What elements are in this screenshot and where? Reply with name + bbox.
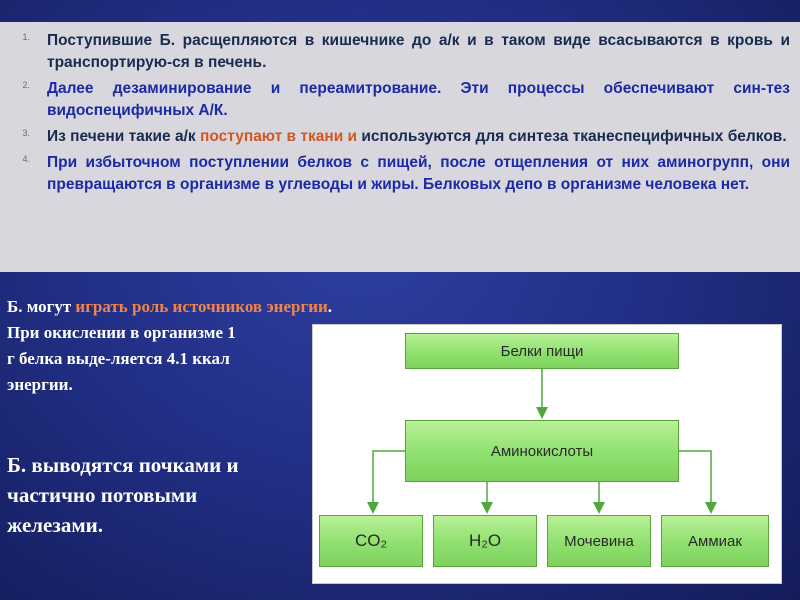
item-number: 3. [22,128,30,138]
energy-heading [7,295,332,319]
list-item [0,78,800,122]
node-amino-acids: Аминокислоты [405,420,679,482]
item-text-before: Из печени такие а/к [47,128,200,145]
node-co2: CO₂ [319,515,423,567]
item-number: 1. [22,32,30,42]
excretion-text: Б. выводятся почками и частично потовыми железами. [7,453,239,537]
metabolism-diagram [312,324,782,584]
energy-text: При окислении в организме 1 г белка выде-ляется 4.1 ккал энергии. [7,323,236,394]
item-text: Поступившие Б. расщепляются в кишечнике до а/к и в таком виде всасываются в кровь и транспортирую-ся в печень. [47,32,790,71]
node-urea: Мочевина [547,515,651,567]
list-item [0,152,800,196]
energy-lead: Б. могут [7,297,76,316]
item-text: При избыточном поступлении белков с пищей, после отщепления от них аминогрупп, они превращаются в организме в углеводы и жиры. Белковых депо в организме человека нет. [47,154,790,193]
arrow-to-co2 [373,451,405,508]
energy-highlight: играть роль источников энергии [75,297,328,316]
node-h2o: H₂O [433,515,537,567]
list-item [0,126,800,148]
item-number: 2. [22,80,30,90]
item-highlight: поступают в ткани и [199,128,358,145]
list-item [0,30,800,74]
energy-tail: . [327,297,333,316]
item-text-after: используются для синтеза тканеспецифичных белков. [357,128,787,145]
item-text: Далее дезаминирование и переамитрование. Эти процессы обеспечивают син-тез видоспецифичных А/К. [47,80,790,119]
node-food-proteins: Белки пищи [405,333,679,369]
node-ammonia: Аммиак [661,515,769,567]
process-list [0,30,800,200]
item-text [47,126,790,148]
item-number: 4. [22,154,30,164]
arrow-to-ammonia [679,451,711,508]
